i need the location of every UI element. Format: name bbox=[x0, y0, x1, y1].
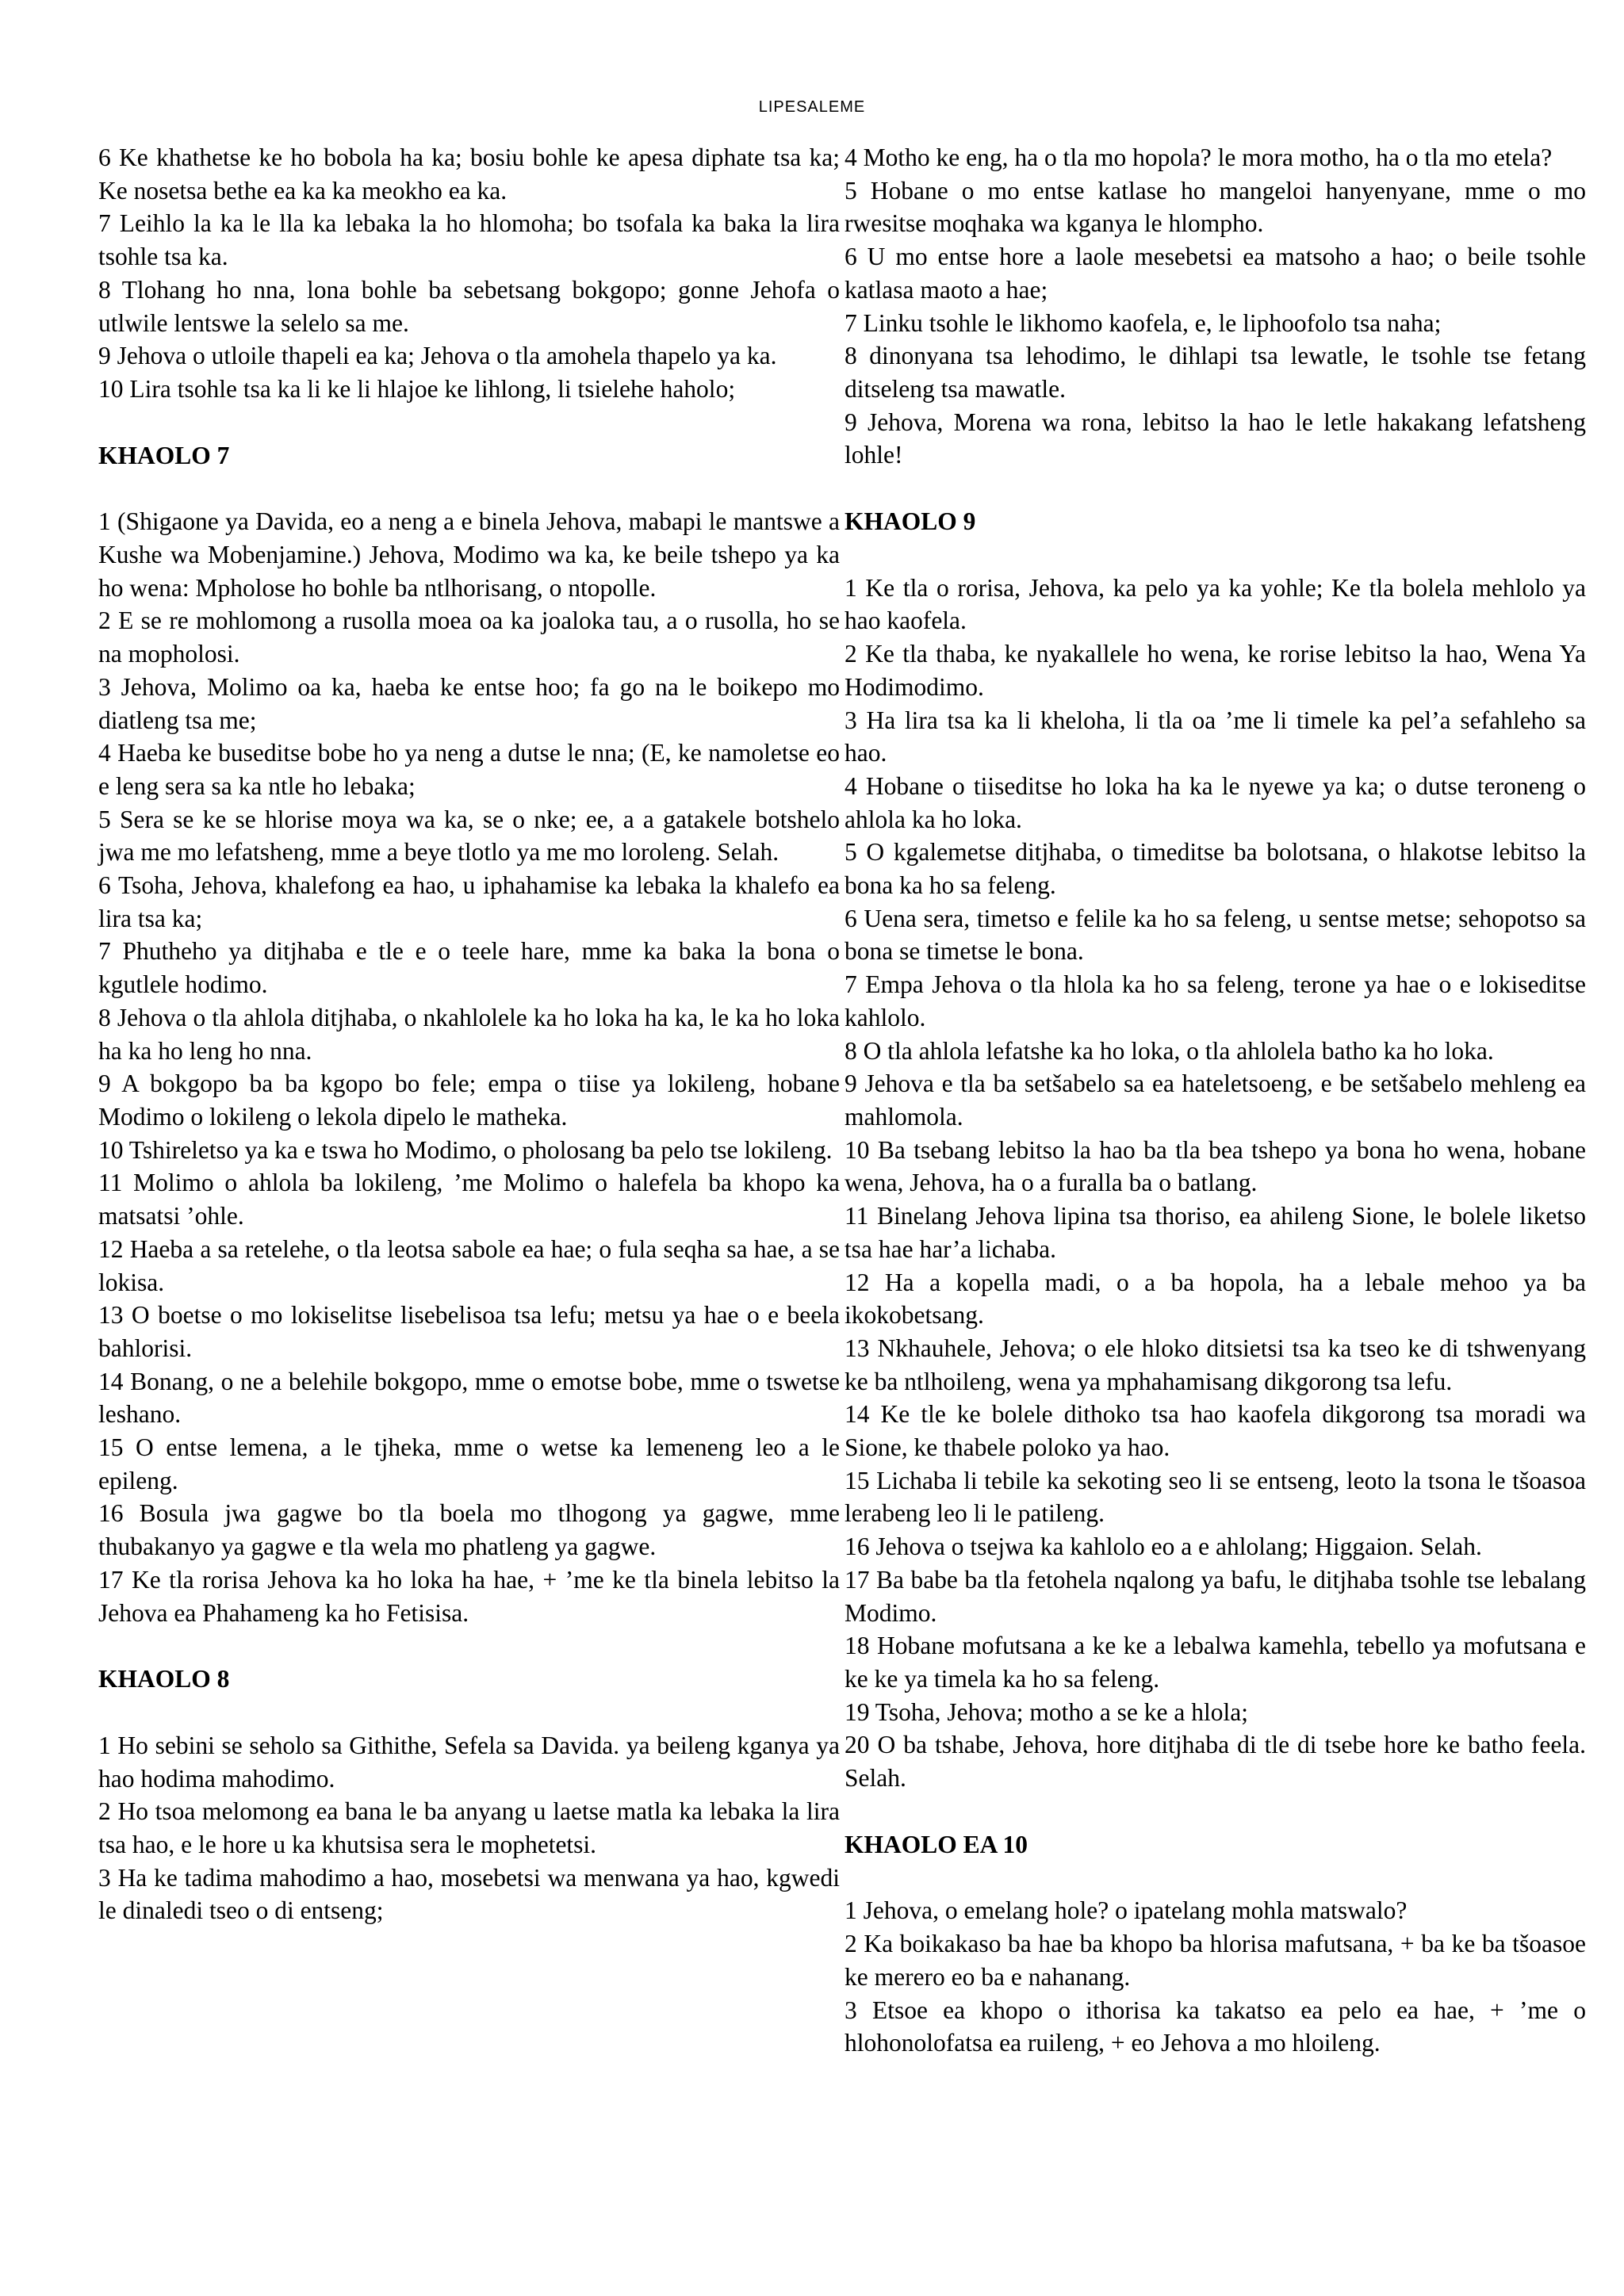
running-head: LIPESALEME bbox=[758, 98, 866, 116]
verse: 13 O boetse o mo lokiselitse lisebelisoa tsa lefu; metsu ya hae o e beela bahlorisi. bbox=[98, 1301, 840, 1362]
verse: 14 Bonang, o ne a belehile bokgopo, mme o emotse bobe, mme o tswetse leshano. bbox=[98, 1367, 840, 1429]
verse: 5 Hobane o mo entse katlase ho mangeloi hanyenyane, mme o mo rwesitse moqhaka wa kganya le hlompho. bbox=[845, 176, 1586, 238]
verse: 8 dinonyana tsa lehodimo, le dihlapi tsa lewatle, le tsohle tse fetang ditseleng tsa mawatle. bbox=[845, 342, 1586, 403]
verse: 8 O tla ahlola lefatshe ka ho loka, o tla ahlolela batho ka ho loka. bbox=[845, 1036, 1494, 1065]
verse: 16 Jehova o tsejwa ka kahlolo eo a e ahlolang; Higgaion. Selah. bbox=[845, 1533, 1482, 1561]
verse: 12 Haeba a sa retelehe, o tla leotsa sabole ea hae; o fula seqha sa hae, a se lokisa. bbox=[98, 1234, 840, 1296]
verse: 4 Haeba ke buseditse bobe ho ya neng a dutse le nna; (E, ke namoletse eo e leng sera sa ka ntle ho lebaka; bbox=[98, 739, 840, 800]
verse: 9 Jehova, Morena wa rona, lebitso la hao le letle hakakang lefatsheng lohle! bbox=[845, 408, 1586, 469]
chapter-heading: KHAOLO 9 bbox=[845, 507, 976, 536]
verse: 6 U mo entse hore a laole mesebetsi ea matsoho a hao; o beile tsohle katlasa maoto a hae; bbox=[845, 243, 1586, 304]
verse: 1 Ho sebini se seholo sa Githithe, Sefela sa Davida. ya beileng kganya ya hao hodima mahodimo. bbox=[98, 1731, 840, 1793]
verse: 16 Bosula jwa gagwe bo tla boela mo tlhogong ya gagwe, mme thubakanyo ya gagwe e tla wela mo phatleng ya gagwe. bbox=[98, 1499, 840, 1561]
chapter-heading: KHAOLO 7 bbox=[98, 441, 230, 469]
verse: 4 Motho ke eng, ha o tla mo hopola? le mora motho, ha o tla mo etela? bbox=[845, 144, 1553, 171]
verse: 7 Phutheho ya ditjhaba e tle e o teele hare, mme ka baka la bona o kgutlele hodimo. bbox=[98, 937, 840, 999]
verse: 3 Etsoe ea khopo o ithorisa ka takatso ea pelo ea hae, + ’me o hlohonolofatsa ea ruileng, + eo Jehova a mo hloileng. bbox=[845, 1996, 1586, 2057]
verse: 12 Ha a kopella madi, o a ba hopola, ha a lebale mehoo ya ba ikokobetsang. bbox=[845, 1268, 1586, 1330]
left-column bbox=[98, 141, 840, 1927]
verse: 2 Ke tla thaba, ke nyakallele ho wena, ke rorise lebitso la hao, Wena Ya Hodimodimo. bbox=[845, 640, 1586, 701]
chapter-heading: KHAOLO EA 10 bbox=[845, 1830, 1028, 1858]
verse: 11 Binelang Jehova lipina tsa thoriso, ea ahileng Sione, le bolele liketso tsa hae har’a lichaba. bbox=[845, 1202, 1586, 1263]
verse: 6 Tsoha, Jehova, khalefong ea hao, u iphahamise ka lebaka la khalefo ea lira tsa ka; bbox=[98, 871, 840, 932]
verse: 5 Sera se ke se hlorise moya wa ka, se o nke; ee, a a gatakele botshelo jwa me mo lefatsheng, mme a beye tlotlo ya me mo loroleng. Selah. bbox=[98, 805, 840, 867]
verse: 1 Jehova, o emelang hole? o ipatelang mohla matswalo? bbox=[845, 1896, 1408, 1925]
verse: 8 Jehova o tla ahlola ditjhaba, o nkahlolele ka ho loka ha ka, le ka ho loka ha ka ho leng ho nna. bbox=[98, 1003, 840, 1065]
verse: 10 Ba tsebang lebitso la hao ba tla bea tshepo ya bona ho wena, hobane wena, Jehova, ha o a furalla ba o batlang. bbox=[845, 1135, 1586, 1197]
verse: 8 Tlohang ho nna, lona bohle ba sebetsang bokgopo; gonne Jehofa o utlwile lentswe la selelo sa me. bbox=[98, 275, 840, 337]
verse: 2 Ka boikakaso ba hae ba khopo ba hlorisa mafutsana, + ba ke ba tšoasoe ke merero eo ba e nahanang. bbox=[845, 1930, 1586, 1991]
verse: 15 O entse lemena, a le tjheka, mme o wetse ka lemeneng leo a le epileng. bbox=[98, 1433, 840, 1494]
verse: 2 Ho tsoa melomong ea bana le ba anyang u laetse matla ka lebaka la lira tsa hao, e le hore u ka khutsisa sera le mophetetsi. bbox=[98, 1797, 840, 1859]
verse: 20 O ba tshabe, Jehova, hore ditjhaba di tle di tsebe hore ke batho feela. Selah. bbox=[845, 1731, 1586, 1793]
verse: 1 Ke tla o rorisa, Jehova, ka pelo ya ka yohle; Ke tla bolela mehlolo ya hao kaofela. bbox=[845, 573, 1586, 635]
verse: 19 Tsoha, Jehova; motho a se ke a hlola; bbox=[845, 1697, 1248, 1726]
verse: 17 Ke tla rorisa Jehova ka ho loka ha hae, + ’me ke tla binela lebitso la Jehova ea Phahameng ka ho Fetisisa. bbox=[98, 1565, 840, 1627]
verse: 3 Ha lira tsa ka li kheloha, li tla oa ’me li timele ka pel’a sefahleho sa hao. bbox=[845, 706, 1586, 767]
verse: 7 Leihlo la ka le lla ka lebaka la ho hlomoha; bo tsofala ka baka la lira tsohle tsa ka. bbox=[98, 209, 840, 271]
verse: 2 E se re mohlomong a rusolla moea oa ka joaloka tau, a o rusolla, ho se na mopholosi. bbox=[98, 607, 840, 668]
verse: 10 Tshireletso ya ka e tswa ho Modimo, o pholosang ba pelo tse lokileng. bbox=[98, 1135, 833, 1164]
verse: 9 Jehova e tla ba setšabelo sa ea hateletsoeng, e be setšabelo mehleng ea mahlomola. bbox=[845, 1070, 1586, 1131]
verse: 7 Linku tsohle le likhomo kaofela, e, le liphoofolo tsa naha; bbox=[845, 308, 1442, 337]
verse: 6 Ke khathetse ke ho bobola ha ka; bosiu bohle ke apesa diphate tsa ka; Ke nosetsa bethe ea ka ka meokho ea ka. bbox=[98, 144, 840, 205]
verse: 10 Lira tsohle tsa ka li ke li hlajoe ke lihlong, li tsielehe haholo; bbox=[98, 374, 736, 403]
verse: 9 Jehova o utloile thapeli ea ka; Jehova o tla amohela thapelo ya ka. bbox=[98, 342, 777, 370]
chapter-heading: KHAOLO 8 bbox=[98, 1665, 230, 1693]
verse: 3 Jehova, Molimo oa ka, haeba ke entse hoo; fa go na le boikepo mo diatleng tsa me; bbox=[98, 672, 840, 734]
verse: 1 (Shigaone ya Davida, eo a neng a e binela Jehova, mabapi le mantswe a Kushe wa Mobenjamine.) Jehova, Modimo wa ka, ke beile tshepo ya ka ho wena: Mpholose ho bohle ba ntlhorisang, o ntopolle. bbox=[98, 507, 840, 602]
verse: 13 Nkhauhele, Jehova; o ele hloko ditsietsi tsa ka tseo ke di tshwenyang ke ba ntlhoileng, wena ya mphahamisang dikgorong tsa lefu. bbox=[845, 1334, 1586, 1395]
verse: 17 Ba babe ba tla fetohela nqalong ya bafu, le ditjhaba tsohle tse lebalang Modimo. bbox=[845, 1565, 1586, 1627]
right-column bbox=[845, 141, 1586, 2060]
verse: 11 Molimo o ahlola ba lokileng, ’me Molimo o halefela ba khopo ka matsatsi ’ohle. bbox=[98, 1169, 840, 1230]
verse: 5 O kgalemetse ditjhaba, o timeditse ba bolotsana, o hlakotse lebitso la bona ka ho sa feleng. bbox=[845, 838, 1586, 900]
verse: 18 Hobane mofutsana a ke ke a lebalwa kamehla, tebello ya mofutsana e ke ke ya timela ka ho sa feleng. bbox=[845, 1632, 1586, 1693]
verse: 15 Lichaba li tebile ka sekoting seo li se entseng, leoto la tsona le tšoasoa lerabeng leo li le patileng. bbox=[845, 1466, 1586, 1528]
verse: 6 Uena sera, timetso e felile ka ho sa feleng, u sentse metse; sehopotso sa bona se timetse le bona. bbox=[845, 904, 1586, 966]
verse: 9 A bokgopo ba ba kgopo bo fele; empa o tiise ya lokileng, hobane Modimo o lokileng o lekola dipelo le matheka. bbox=[98, 1070, 840, 1131]
verse: 4 Hobane o tiiseditse ho loka ha ka le nyewe ya ka; o dutse teroneng o ahlola ka ho loka. bbox=[845, 771, 1586, 833]
verse: 3 Ha ke tadima mahodimo a hao, mosebetsi wa menwana ya hao, kgwedi le dinaledi tseo o di entseng; bbox=[98, 1863, 840, 1925]
verse: 14 Ke tle ke bolele dithoko tsa hao kaofela dikgorong tsa moradi wa Sione, ke thabele poloko ya hao. bbox=[845, 1400, 1586, 1462]
verse: 7 Empa Jehova o tla hlola ka ho sa feleng, terone ya hae o e lokiseditse kahlolo. bbox=[845, 970, 1586, 1031]
